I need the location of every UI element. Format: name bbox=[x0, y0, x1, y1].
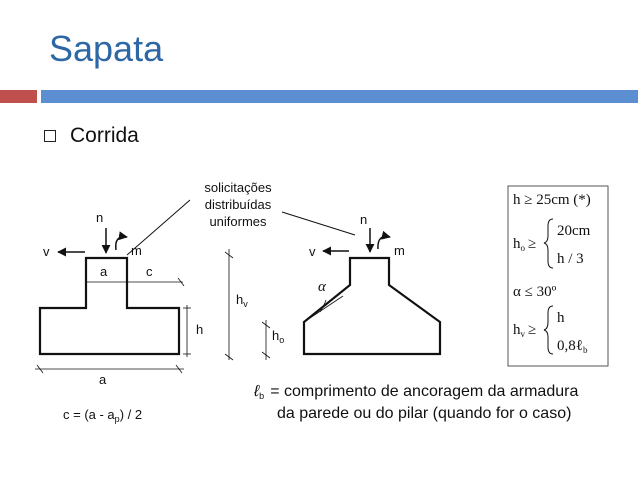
a-bottom-label: a bbox=[99, 372, 107, 387]
anchorage-legend bbox=[253, 383, 578, 422]
ho-label: $h_o$ bbox=[272, 328, 285, 345]
condition-ho-label: $h_o$ ≥ bbox=[513, 236, 537, 253]
m-label: m bbox=[131, 243, 142, 258]
condition-hv-label: $h_v$ ≥ bbox=[513, 322, 537, 339]
n-label: n bbox=[96, 210, 104, 225]
footing-outline bbox=[40, 258, 179, 354]
h-label: h bbox=[196, 322, 204, 337]
leader-line-right bbox=[282, 212, 355, 235]
loads-note-line-3: uniformes bbox=[209, 214, 267, 229]
v-label-right: v bbox=[309, 244, 316, 259]
loads-note-line-1: solicitações bbox=[204, 180, 272, 195]
legend-line-1: ℓb = comprimento de ancoragem da armadura bbox=[254, 383, 579, 401]
condition-hv-opt1: h bbox=[557, 310, 565, 326]
rectangular-footing bbox=[35, 210, 203, 424]
v-label: v bbox=[43, 244, 50, 259]
tapered-footing bbox=[304, 212, 440, 354]
m-moment-icon bbox=[378, 237, 390, 250]
condition-ho-opt2: h / 3 bbox=[557, 251, 584, 267]
slide-title: Sapata bbox=[49, 28, 164, 69]
bullet-text: Corrida bbox=[70, 124, 139, 147]
m-moment-icon bbox=[116, 237, 127, 250]
c-formula: $c = (a - a_p) / 2$ bbox=[63, 407, 143, 424]
c-label: c bbox=[146, 264, 153, 279]
tapered-footing-outline bbox=[304, 258, 440, 354]
alpha-label: α bbox=[318, 279, 326, 295]
condition-hv-opt2: 0,8ℓ$_b$ bbox=[557, 338, 588, 355]
n-label-right: n bbox=[360, 212, 368, 227]
condition-h: h ≥ 25cm (*) bbox=[513, 192, 591, 208]
height-dimensions bbox=[225, 249, 284, 360]
loads-note bbox=[127, 180, 355, 255]
conditions-box bbox=[508, 186, 608, 366]
loads-note-line-2: distribuídas bbox=[204, 197, 272, 212]
condition-alpha: α ≤ 30º bbox=[513, 284, 557, 300]
alpha-reference-line bbox=[310, 296, 343, 318]
hv-label: $h_v$ bbox=[236, 292, 248, 309]
m-label-right: m bbox=[394, 243, 405, 258]
condition-ho-opt1: 20cm bbox=[557, 223, 591, 239]
a-top-label: a bbox=[100, 264, 108, 279]
legend-line-2: da parede ou do pilar (quando for o caso) bbox=[277, 405, 572, 422]
